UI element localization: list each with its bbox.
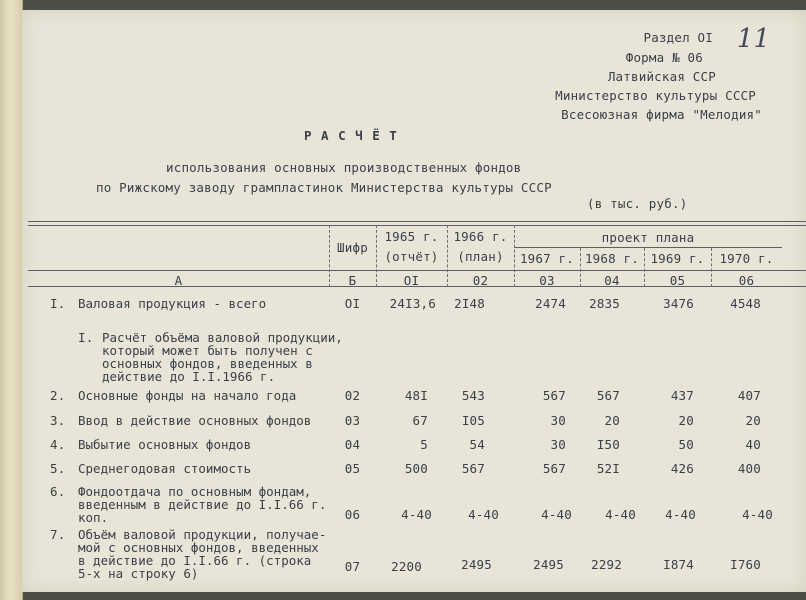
units-note: (в тыс. руб.) [587,196,688,211]
header-line-form: Форма № 06 [625,50,703,65]
row-number: 7. [50,527,66,542]
page-number: 11 [736,24,770,54]
code-label-01: OI [403,273,420,288]
cell-1968: 2292 [591,557,622,572]
cell-1967: 4-40 [541,507,572,522]
cell-1966: I05 [461,413,485,428]
code-label-06: 06 [738,273,755,288]
col-header-1970: 1970 г. [719,251,774,266]
cell-1965: 67 [412,413,428,428]
row-number: 4. [50,437,66,452]
cell-1968: 4-40 [605,507,636,522]
cell-1968: 20 [604,413,620,428]
row-label: Выбытие основных фондов [78,437,252,452]
row-label: Фондоотдача по основным фондам, введенным в действие до I.I.66 г. коп. [78,484,327,525]
table-top-rule [28,221,806,222]
cell-1966: 543 [461,388,485,403]
cell-1970: 400 [737,461,761,476]
cell-1969: I874 [663,557,694,572]
row-code: 03 [344,413,361,428]
col-header-projection: проект плана [601,230,695,245]
col-header-1966-note: (план) [457,249,504,264]
row-label: Валовая продукция - всего [78,296,267,311]
header-line-ministry: Министерство культуры СССР [555,88,756,103]
cell-1969: 50 [678,437,694,452]
binder-edge [0,0,23,600]
col-header-1965: 1965 г. [384,229,439,244]
row-label: Среднегодовая стоимость [78,461,252,476]
col-header-shifr: Шифр [337,240,368,255]
col-header-1968: 1968 г. [584,251,640,266]
document-title: Р А С Ч Ё Т [304,128,398,143]
cell-1967: 567 [542,461,566,476]
code-label-b: Б [348,273,357,288]
cell-1969: 426 [670,461,694,476]
cell-1967: 2495 [533,557,564,572]
cell-1970: 4-40 [742,507,773,522]
cell-1966: 2I48 [454,296,485,311]
cell-1968: I50 [596,437,620,452]
subtitle-line-1: использования основных производственных фондов [166,160,522,175]
cell-1969: 437 [670,388,694,403]
cell-1967: 30 [550,413,566,428]
code-label-05: 05 [669,273,686,288]
cell-1970: 20 [745,413,761,428]
table-top-rule-2 [28,225,806,226]
code-label-a: А [174,273,183,288]
cell-1966: 2495 [461,557,492,572]
cell-1965: 2200 [391,559,422,574]
col-header-1966: 1966 г. [453,229,508,244]
cell-1965: 4-40 [401,507,432,522]
cell-1966: 567 [461,461,485,476]
row-number: I. [78,330,94,345]
row-number: 3. [50,413,66,428]
cell-1967: 567 [542,388,566,403]
row-number: 6. [50,484,66,499]
code-label-02: 02 [472,273,489,288]
col-header-1969: 1969 г. [650,251,705,266]
row-label: Ввод в действие основных фондов [78,413,312,428]
code-label-04: 04 [604,273,620,288]
cell-1968: 2835 [589,296,620,311]
cell-1968: 567 [596,388,620,403]
cell-1965: 24I3,6 [389,296,436,311]
cell-1965: 5 [420,437,428,452]
cell-1970: 407 [737,388,761,403]
header-line-section: Раздел OI [643,30,713,45]
header-bottom-rule [28,270,806,271]
header-line-firm: Всесоюзная фирма "Мелодия" [561,107,762,122]
row-number: 5. [50,461,66,476]
row-label: Основные фонды на начало года [78,388,297,403]
cell-1970: 4548 [730,296,761,311]
col-header-1965-note: (отчёт) [384,249,439,264]
code-label-03: 03 [539,273,555,288]
cell-1966: 4-40 [468,507,499,522]
cell-1965: 500 [404,461,428,476]
cell-1969: 3476 [663,296,694,311]
cell-1970: 40 [745,437,761,452]
cell-1965: 48I [404,388,428,403]
row-code: 05 [344,461,361,476]
row-number: 2. [50,388,66,403]
cell-1966: 54 [469,437,485,452]
document-page [22,10,806,592]
row-label: Расчёт объёма валовой продукции, который может быть получен с основных фондов, введенных в действие до I.I.1966 г. [102,330,343,384]
col-header-1967: 1967 г. [519,251,575,266]
header-line-republic: Латвийская ССР [607,69,716,84]
row-code: OI [344,296,361,311]
row-code: 04 [344,437,361,452]
cell-1969: 4-40 [665,507,696,522]
cell-1967: 2474 [535,296,566,311]
projection-rule [514,247,782,248]
subtitle-line-2: по Рижскому заводу грампластинок Министерства культуры СССР [96,180,552,195]
cell-1970: I760 [730,557,761,572]
row-code: 07 [344,559,361,574]
row-code: 06 [344,507,361,522]
cell-1968: 52I [596,461,620,476]
row-code: 02 [344,388,361,403]
row-number: I. [50,296,66,311]
cell-1967: 30 [550,437,566,452]
cell-1969: 20 [678,413,694,428]
row-label: Объём валовой продукции, получае- мой с основных фондов, введенных в действие до I.I.66 г. (строка 5-х на строку 6) [78,527,327,581]
